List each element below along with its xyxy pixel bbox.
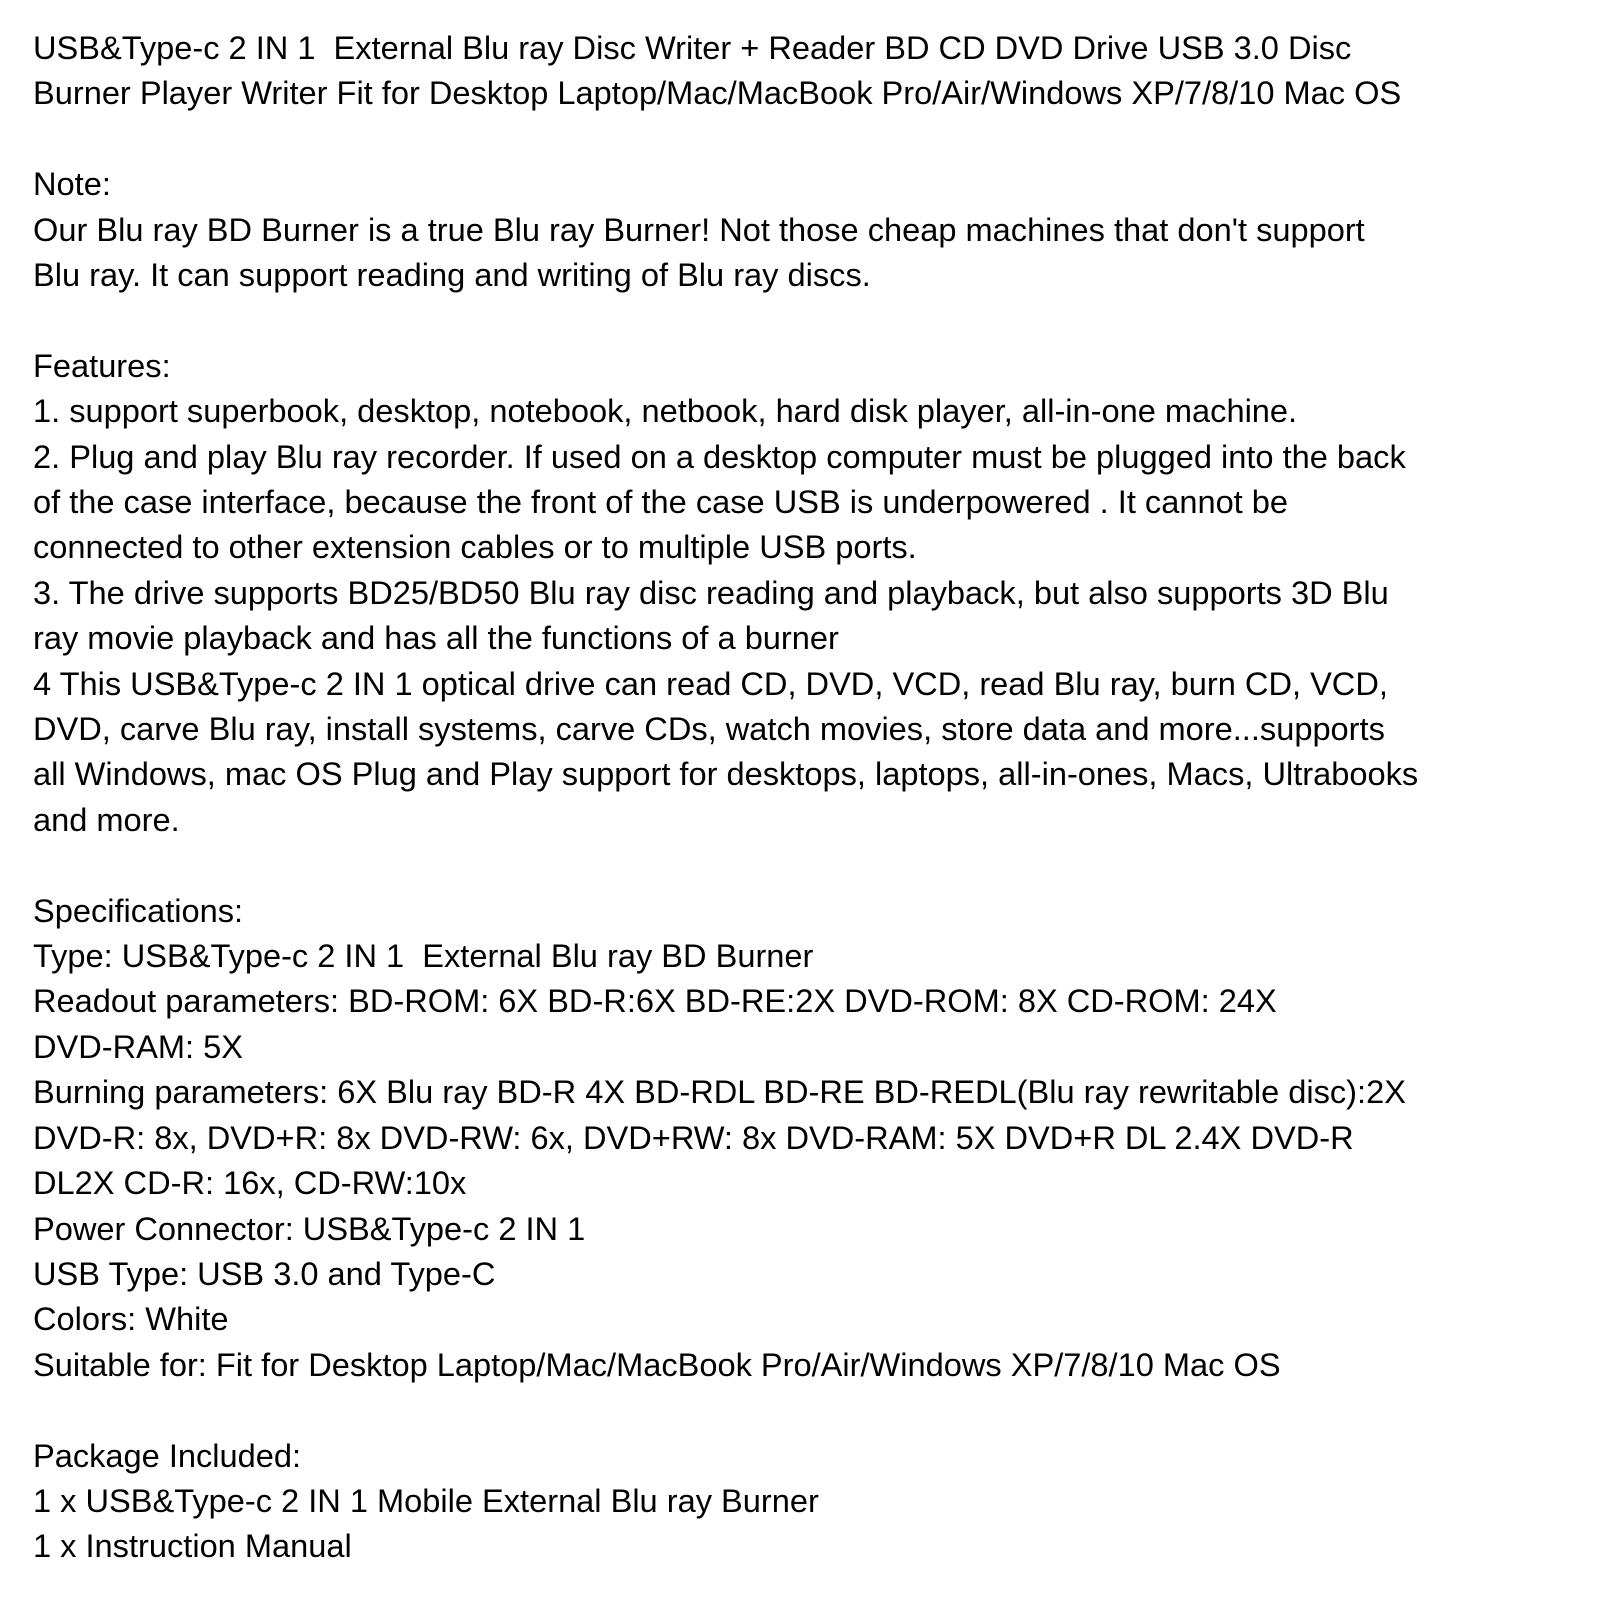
- note-line: Our Blu ray BD Burner is a true Blu ray Burner! Not those cheap machines that don't support: [33, 210, 1365, 248]
- feature-line: all Windows, mac OS Plug and Play support for desktops, laptops, all-in-ones, Macs, Ultrabooks: [33, 755, 1419, 793]
- note-line: Blu ray. It can support reading and writing of Blu ray discs.: [33, 256, 871, 294]
- title-block: [33, 25, 1578, 116]
- specifications-section: [33, 888, 1578, 1387]
- specification-line: Power Connector: USB&Type-c 2 IN 1: [33, 1209, 586, 1247]
- package-section: [33, 1433, 1578, 1569]
- features-heading: Features:: [33, 346, 171, 384]
- specification-line: USB Type: USB 3.0 and Type-C: [33, 1254, 496, 1292]
- specification-line: Readout parameters: BD-ROM: 6X BD-R:6X BD-RE:2X DVD-ROM: 8X CD-ROM: 24X: [33, 982, 1277, 1020]
- specification-line: Type: USB&Type-c 2 IN 1 External Blu ray BD Burner: [33, 937, 814, 975]
- feature-line: 1. support superbook, desktop, notebook, netbook, hard disk player, all-in-one machine.: [33, 392, 1298, 430]
- package-line: 1 x Instruction Manual: [33, 1527, 352, 1565]
- note-heading: Note:: [33, 165, 111, 203]
- feature-line: connected to other extension cables or to multiple USB ports.: [33, 528, 917, 566]
- feature-line: 4 This USB&Type-c 2 IN 1 optical drive can read CD, DVD, VCD, read Blu ray, burn CD, VCD,: [33, 664, 1388, 702]
- specification-line: Suitable for: Fit for Desktop Laptop/Mac/MacBook Pro/Air/Windows XP/7/8/10 Mac OS: [33, 1345, 1281, 1383]
- feature-line: ray movie playback and has all the functions of a burner: [33, 619, 839, 657]
- specification-line: Burning parameters: 6X Blu ray BD-R 4X BD-RDL BD-RE BD-REDL(Blu ray rewritable disc):2X: [33, 1073, 1406, 1111]
- feature-line: 3. The drive supports BD25/BD50 Blu ray disc reading and playback, but also supports 3D Blu: [33, 573, 1389, 611]
- package-heading: Package Included:: [33, 1436, 302, 1474]
- title-line: USB&Type-c 2 IN 1 External Blu ray Disc Writer + Reader BD CD DVD Drive USB 3.0 Disc: [33, 29, 1352, 66]
- specification-line: DVD-RAM: 5X: [33, 1027, 243, 1065]
- specifications-heading: Specifications:: [33, 891, 244, 929]
- note-section: [33, 161, 1578, 297]
- feature-line: DVD, carve Blu ray, install systems, carve CDs, watch movies, store data and more...supports: [33, 710, 1385, 748]
- feature-line: 2. Plug and play Blu ray recorder. If used on a desktop computer must be plugged into the back: [33, 437, 1406, 475]
- specification-line: DL2X CD-R: 16x, CD-RW:10x: [33, 1164, 467, 1202]
- features-section: [33, 343, 1578, 842]
- specification-line: DVD-R: 8x, DVD+R: 8x DVD-RW: 6x, DVD+RW: 8x DVD-RAM: 5X DVD+R DL 2.4X DVD-R: [33, 1118, 1354, 1156]
- feature-line: of the case interface, because the front of the case USB is underpowered . It cannot be: [33, 483, 1289, 521]
- feature-line: and more.: [33, 800, 180, 838]
- package-line: 1 x USB&Type-c 2 IN 1 Mobile External Blu ray Burner: [33, 1481, 819, 1519]
- specification-line: Colors: White: [33, 1300, 229, 1338]
- product-description-document: [33, 25, 1578, 1569]
- title-line: Burner Player Writer Fit for Desktop Laptop/Mac/MacBook Pro/Air/Windows XP/7/8/10 Mac OS: [33, 74, 1402, 112]
